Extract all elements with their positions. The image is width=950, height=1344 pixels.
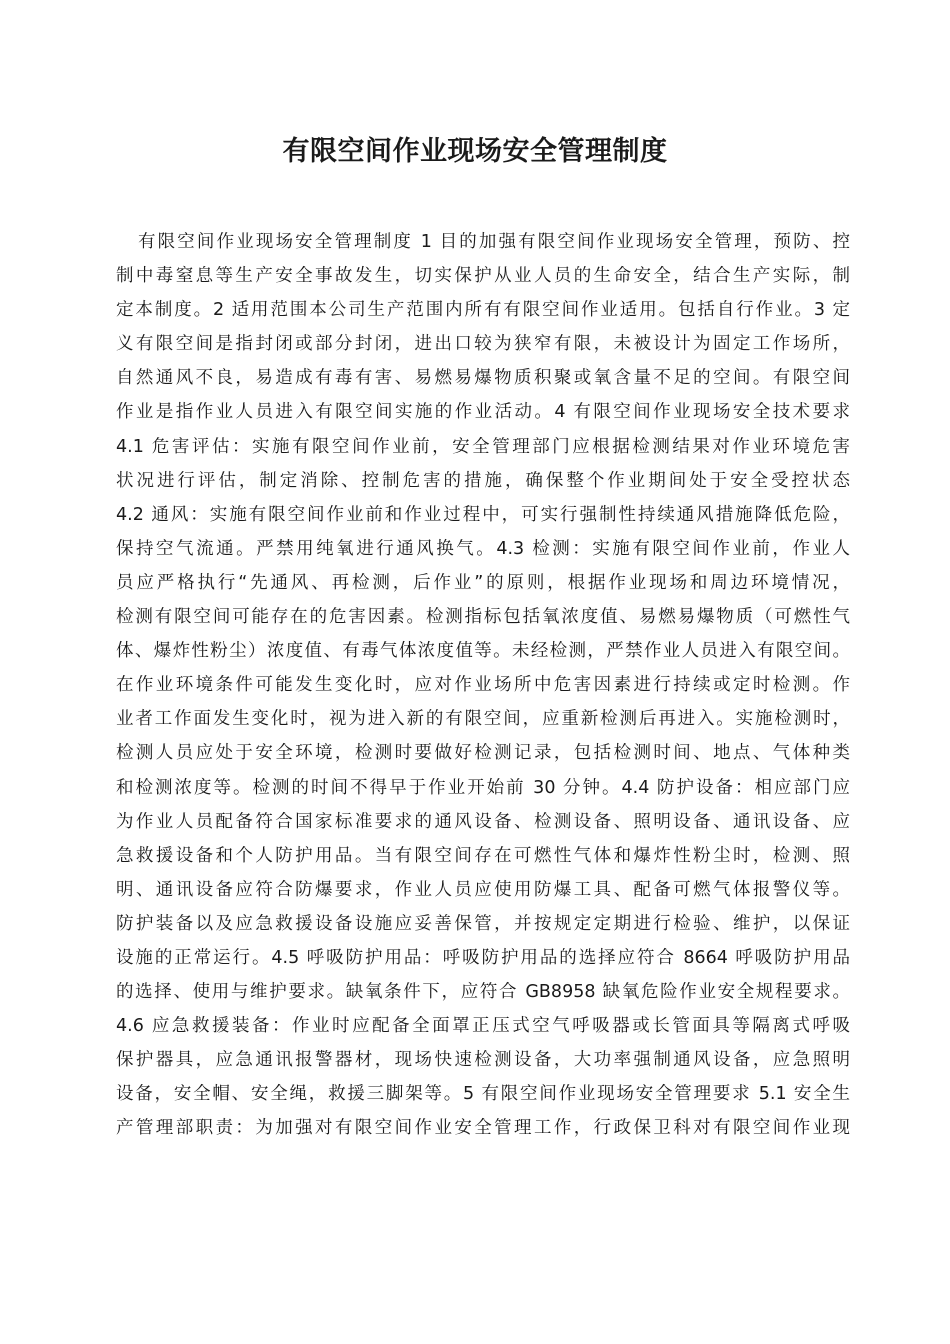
body-text-line: 的选择、使用与维护要求。缺氧条件下，应符合 GB8958 缺氧危险作业安全规程要求。	[116, 982, 850, 1003]
body-text-line: 保护器具，应急通讯报警器材，现场快速检测设备，大功率强制通风设备，应急照明	[116, 1050, 850, 1071]
body-text-line: 明、通讯设备应符合防爆要求，作业人员应使用防爆工具、配备可燃气体报警仪等。	[116, 879, 850, 900]
body-text-line: 保持空气流通。严禁用纯氧进行通风换气。4.3 检测：实施有限空间作业前，作业人	[116, 538, 850, 559]
body-text-line: 作业是指作业人员进入有限空间实施的作业活动。4 有限空间作业现场安全技术要求	[116, 402, 850, 423]
body-text-line: 定本制度。2 适用范围本公司生产范围内所有有限空间作业适用。包括自行作业。3 定	[116, 300, 850, 321]
body-text-line: 为作业人员配备符合国家标准要求的通风设备、检测设备、照明设备、通讯设备、应	[116, 811, 850, 832]
body-text-line: 状况进行评估，制定消除、控制危害的措施，确保整个作业期间处于安全受控状态	[116, 470, 850, 491]
body-text-line: 自然通风不良，易造成有毒有害、易燃易爆物质积聚或氧含量不足的空间。有限空间	[116, 368, 850, 389]
body-text-line: 和检测浓度等。检测的时间不得早于作业开始前 30 分钟。4.4 防护设备：相应部门应	[116, 777, 850, 798]
body-text-line: 产管理部职责：为加强对有限空间作业安全管理工作，行政保卫科对有限空间作业现	[116, 1118, 850, 1139]
body-text-line: 4.6 应急救援装备：作业时应配备全面罩正压式空气呼吸器或长管面具等隔离式呼吸	[116, 1016, 850, 1037]
body-text-line: 防护装备以及应急救援设备设施应妥善保管，并按规定定期进行检验、维护，以保证	[116, 913, 850, 934]
body-text-line: 4.1 危害评估：实施有限空间作业前，安全管理部门应根据检测结果对作业环境危害	[116, 436, 850, 457]
body-text-line: 有限空间作业现场安全管理制度 1 目的加强有限空间作业现场安全管理，预防、控	[138, 232, 850, 252]
body-text-line: 制中毒窒息等生产安全事故发生，切实保护从业人员的生命安全，结合生产实际，制	[116, 266, 850, 287]
body-text-line: 在作业环境条件可能发生变化时，应对作业场所中危害因素进行持续或定时检测。作	[116, 675, 850, 696]
body-text-line: 义有限空间是指封闭或部分封闭，进出口较为狭窄有限，未被设计为固定工作场所，	[116, 334, 850, 355]
document-title: 有限空间作业现场安全管理制度	[282, 136, 668, 167]
body-text-line: 业者工作面发生变化时，视为进入新的有限空间，应重新检测后再进入。实施检测时，	[116, 709, 850, 730]
document-body	[116, 225, 850, 1146]
body-text-line: 检测有限空间可能存在的危害因素。检测指标包括氧浓度值、易燃易爆物质（可燃性气	[116, 607, 850, 628]
body-text-line: 体、爆炸性粉尘）浓度值、有毒气体浓度值等。未经检测，严禁作业人员进入有限空间。	[116, 641, 850, 662]
body-text-line: 急救援设备和个人防护用品。当有限空间存在可燃性气体和爆炸性粉尘时，检测、照	[116, 845, 850, 866]
body-text-line: 设施的正常运行。4.5 呼吸防护用品：呼吸防护用品的选择应符合 8664 呼吸防护用品	[116, 947, 850, 968]
body-text-line: 员应严格执行“先通风、再检测，后作业”的原则，根据作业现场和周边环境情况，	[116, 572, 850, 593]
body-text-line: 设备，安全帽、安全绳，救援三脚架等。5 有限空间作业现场安全管理要求 5.1 安全生	[116, 1084, 850, 1105]
body-text-line: 检测人员应处于安全环境，检测时要做好检测记录，包括检测时间、地点、气体种类	[116, 743, 850, 764]
body-text-line: 4.2 通风：实施有限空间作业前和作业过程中，可实行强制性持续通风措施降低危险，	[116, 504, 850, 525]
